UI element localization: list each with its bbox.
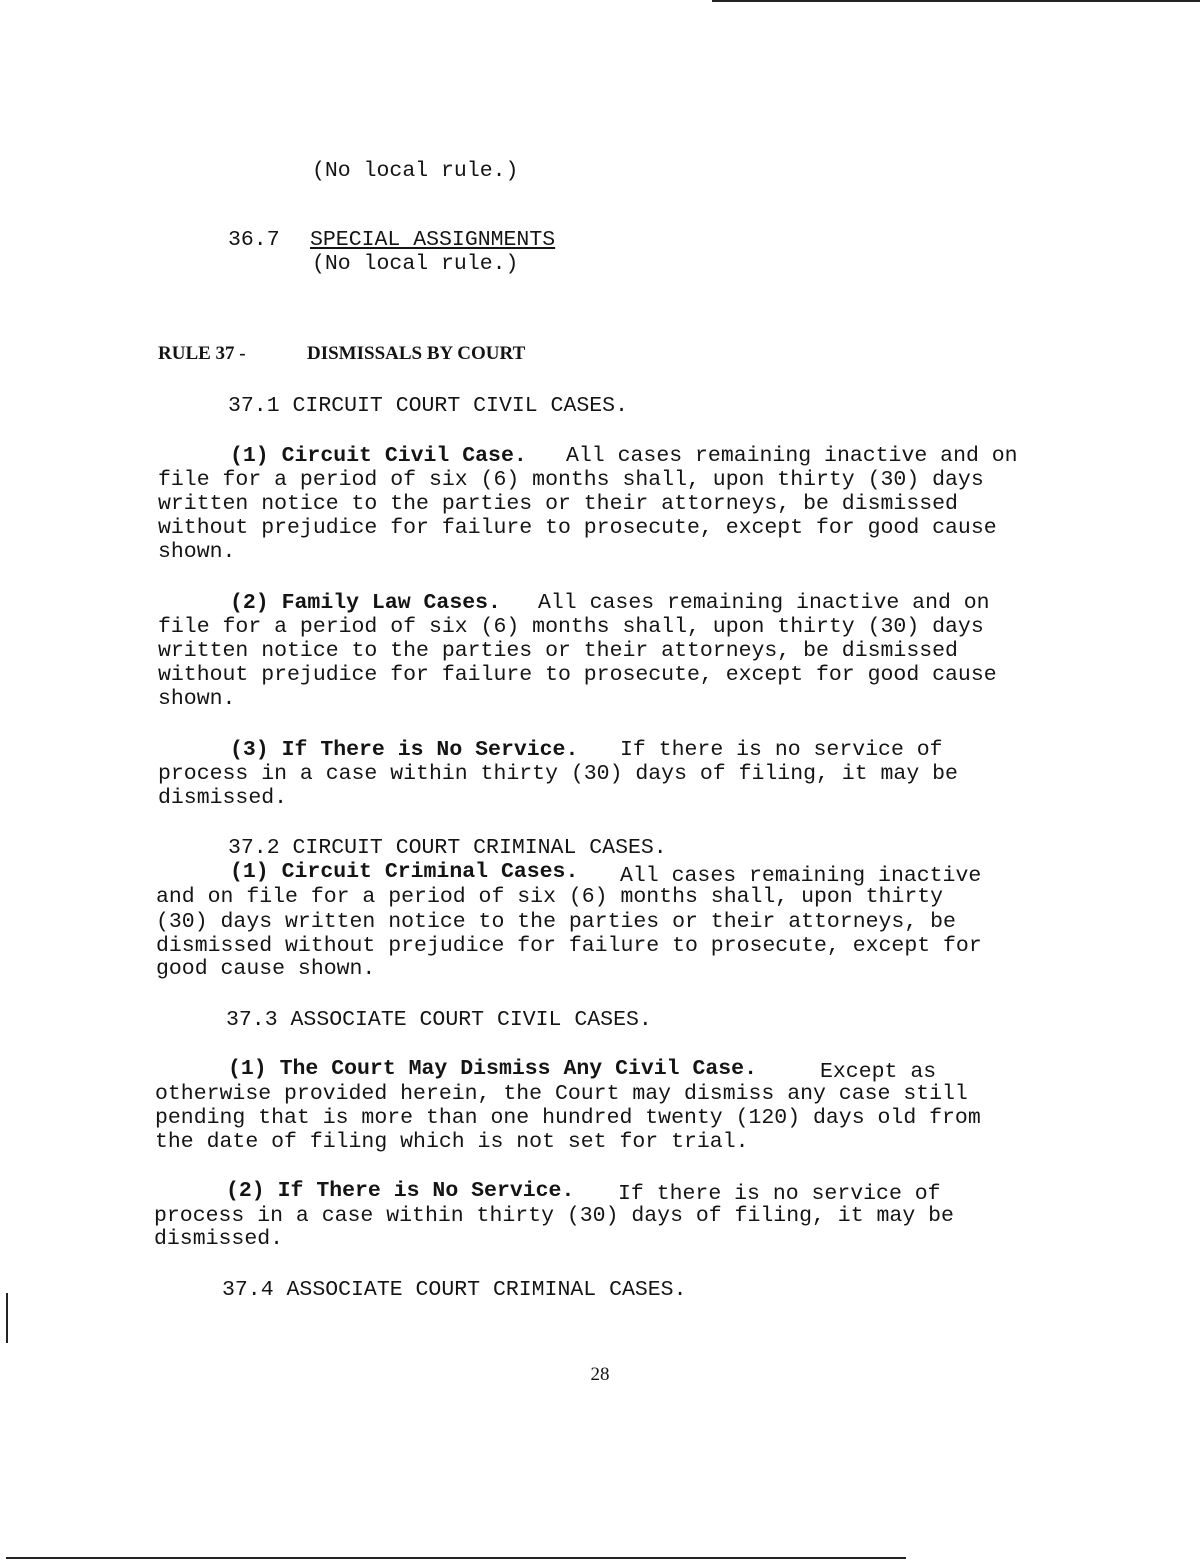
- paragraph-lead: (2) Family Law Cases.: [230, 591, 501, 615]
- left-margin-mark: [6, 1293, 8, 1343]
- paragraph-line: written notice to the parties or their attorneys, be dismissed: [158, 639, 958, 663]
- paragraph-line: All cases remaining inactive: [620, 864, 982, 888]
- paragraph-line: dismissed.: [158, 786, 288, 810]
- section-37-1-heading: 37.1 CIRCUIT COURT CIVIL CASES.: [228, 394, 628, 418]
- paragraph-line: pending that is more than one hundred twenty (120) days old from: [155, 1106, 981, 1130]
- rule-37-label: RULE 37 -: [158, 343, 246, 364]
- paragraph-line: file for a period of six (6) months shall, upon thirty (30) days: [158, 468, 984, 492]
- paragraph-line: dismissed without prejudice for failure to prosecute, except for: [156, 934, 982, 958]
- section-36-7-title: SPECIAL ASSIGNMENTS: [310, 228, 556, 252]
- paragraph-line: shown.: [158, 687, 236, 711]
- no-local-rule-36-6: (No local rule.): [312, 159, 519, 183]
- paragraph-line: dismissed.: [154, 1227, 284, 1251]
- page-number: 28: [590, 1364, 610, 1385]
- rule-37-title: DISMISSALS BY COURT: [307, 343, 526, 364]
- section-36-7-number: 36.7: [228, 228, 280, 252]
- paragraph-line: If there is no service of: [620, 738, 943, 762]
- top-border-line: [712, 0, 1200, 2]
- section-37-3-heading: 37.3 ASSOCIATE COURT CIVIL CASES.: [226, 1008, 652, 1032]
- paragraph-line: without prejudice for failure to prosecute, except for good cause: [158, 516, 997, 540]
- paragraph-lead: (1) Circuit Criminal Cases.: [230, 860, 579, 884]
- paragraph-lead: (1) The Court May Dismiss Any Civil Case.: [228, 1057, 757, 1081]
- paragraph-line: file for a period of six (6) months shall, upon thirty (30) days: [158, 615, 984, 639]
- no-local-rule-36-7: (No local rule.): [312, 252, 519, 276]
- paragraph-lead: (3) If There is No Service.: [230, 738, 579, 762]
- paragraph-line: Except as: [820, 1060, 937, 1084]
- paragraph-line: the date of filing which is not set for trial.: [155, 1130, 749, 1154]
- section-37-4-heading: 37.4 ASSOCIATE COURT CRIMINAL CASES.: [222, 1278, 687, 1302]
- paragraph-line: good cause shown.: [156, 957, 376, 981]
- paragraph-line: process in a case within thirty (30) days of filing, it may be: [154, 1204, 954, 1228]
- paragraph-line: process in a case within thirty (30) days of filing, it may be: [158, 762, 958, 786]
- paragraph-line: without prejudice for failure to prosecute, except for good cause: [158, 663, 997, 687]
- section-37-2-heading: 37.2 CIRCUIT COURT CRIMINAL CASES.: [228, 836, 667, 860]
- paragraph-line: (30) days written notice to the parties or their attorneys, be: [156, 910, 956, 934]
- paragraph-line: and on file for a period of six (6) months shall, upon thirty: [156, 885, 944, 909]
- paragraph-line: All cases remaining inactive and on: [566, 444, 1018, 468]
- paragraph-lead: (1) Circuit Civil Case.: [230, 444, 527, 468]
- paragraph-lead: (2) If There is No Service.: [226, 1179, 575, 1203]
- paragraph-line: shown.: [158, 540, 236, 564]
- bottom-border-line: [6, 1557, 906, 1559]
- paragraph-line: otherwise provided herein, the Court may dismiss any case still: [155, 1082, 968, 1106]
- paragraph-line: written notice to the parties or their attorneys, be dismissed: [158, 492, 958, 516]
- paragraph-line: If there is no service of: [618, 1182, 941, 1206]
- paragraph-line: All cases remaining inactive and on: [538, 591, 990, 615]
